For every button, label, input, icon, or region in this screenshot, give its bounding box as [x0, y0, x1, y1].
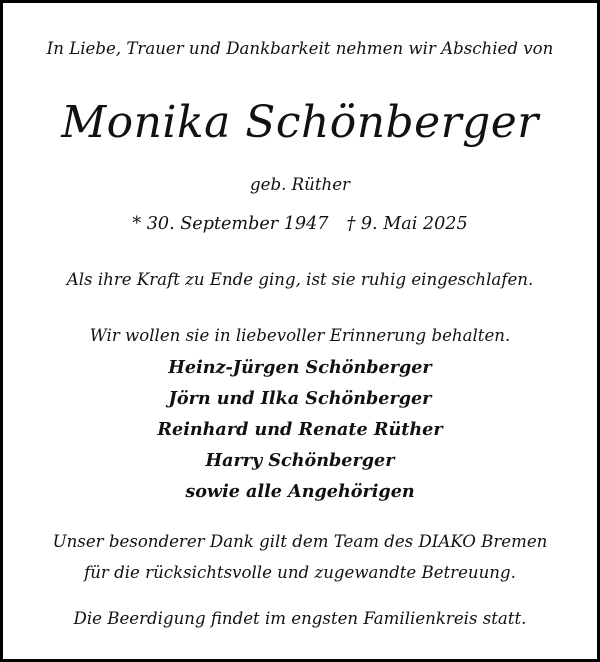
mourner-name: Jörn und Ilka Schönberger [168, 388, 432, 409]
deceased-name: Monika Schönberger [61, 97, 539, 148]
birth-date: * 30. September 1947 [132, 214, 329, 234]
death-date: † 9. Mai 2025 [346, 214, 468, 234]
thanks-text-line-1: Unser besonderer Dank gilt dem Team des DIAKO Bremen [52, 532, 548, 551]
funeral-note: Die Beerdigung findet im engsten Familienkreis statt. [73, 609, 527, 628]
mourner-name: Heinz-Jürgen Schönberger [168, 357, 432, 378]
life-dates [3, 214, 597, 234]
maiden-name: geb. Rüther [250, 175, 350, 194]
mourner-name: Reinhard und Renate Rüther [157, 419, 443, 440]
mourner-name: sowie alle Angehörigen [185, 481, 415, 502]
thanks-text-line-2: für die rücksichtsvolle und zugewandte Betreuung. [84, 563, 516, 582]
memory-text: Wir wollen sie in liebevoller Erinnerung behalten. [89, 326, 511, 345]
intro-text: In Liebe, Trauer und Dankbarkeit nehmen wir Abschied von [46, 39, 554, 58]
farewell-quote: Als ihre Kraft zu Ende ging, ist sie ruhig eingeschlafen. [66, 270, 534, 289]
mourner-name: Harry Schönberger [205, 450, 395, 471]
